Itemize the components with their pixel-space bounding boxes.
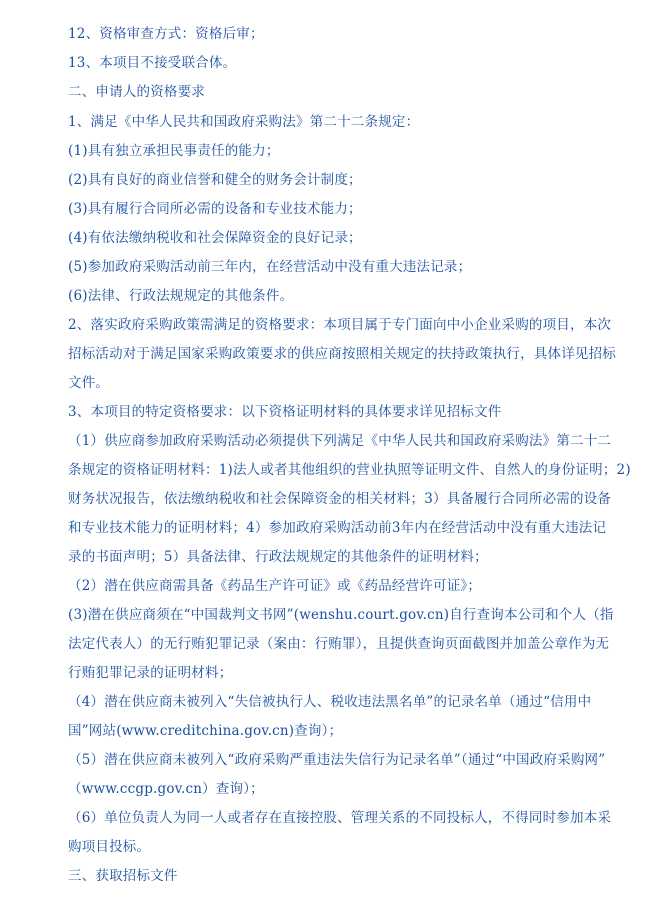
text-line-req6-a: （6）单位负责人为同一人或者存在直接控股、管理关系的不同投标人，不得同时参加本采: [68, 810, 612, 826]
list-item-equipment-capability: (3)具有履行合同所必需的设备和专业技术能力；: [68, 201, 362, 217]
list-item-other-conditions: (6)法律、行政法规规定的其他条件。: [68, 288, 294, 304]
section-heading-qualifications: 二、申请人的资格要求: [68, 84, 205, 100]
text-line-req1-c: 财务状况报告，依法缴纳税收和社会保障资金的相关材料；3）具备履行合同所必需的设备: [68, 491, 612, 507]
text-line-policy-3: 文件。: [68, 375, 110, 391]
text-line-policy-1: 2、落实政府采购政策需满足的资格要求：本项目属于专门面向中小企业采购的项目，本次: [68, 317, 612, 333]
text-line-req1-b: 条规定的资格证明材料：1)法人或者其他组织的营业执照等证明文件、自然人的身份证明；2): [68, 462, 631, 478]
text-line-policy-2: 招标活动对于满足国家采购政策要求的供应商按照相关规定的扶持政策执行，具体详见招标: [68, 346, 616, 362]
text-line-req5-a: （5）潜在供应商未被列入“政府采购严重违法失信行为记录名单”（通过“中国政府采购网”: [68, 752, 606, 768]
section-heading-obtain-documents: 三、获取招标文件: [68, 868, 178, 884]
text-line-req4-a: （4）潜在供应商未被列入“失信被执行人、税收违法黑名单”的记录名单（通过“信用中: [68, 694, 592, 710]
text-line-req1-d: 和专业技术能力的证明材料；4）参加政府采购活动前3年内在经营活动中没有重大违法记: [68, 520, 607, 536]
text-line-law-article-22: 1、满足《中华人民共和国政府采购法》第二十二条规定：: [68, 114, 420, 130]
text-line-req4-b: 国”网站(www.creditchina.gov.cn)查询）；: [68, 723, 343, 739]
text-line-req3-c: 行贿犯罪记录的证明材料；: [68, 665, 233, 681]
text-line-req1-a: （1）供应商参加政府采购活动必须提供下列满足《中华人民共和国政府采购法》第二十二: [68, 433, 612, 449]
text-line-req1-e: 录的书面声明；5）具备法律、行政法规规定的其他条件的证明材料；: [68, 549, 488, 565]
text-line-req2: （2）潜在供应商需具备《药品生产许可证》或《药品经营许可证》；: [68, 578, 482, 594]
text-line-specific-requirements: 3、本项目的特定资格要求：以下资格证明材料的具体要求详见招标文件: [68, 404, 502, 420]
list-item-civil-liability: (1)具有独立承担民事责任的能力；: [68, 143, 280, 159]
text-line-req6-b: 购项目投标。: [68, 839, 151, 855]
text-line-req3-b: 法定代表人）的无行贿犯罪记录（案由：行贿罪），且提供查询页面截图并加盖公章作为无: [68, 636, 610, 652]
list-item-no-violations: (5)参加政府采购活动前三年内，在经营活动中没有重大违法记录；: [68, 259, 472, 275]
list-item-tax-record: (4)有依法缴纳税收和社会保障资金的良好记录；: [68, 230, 362, 246]
text-line-no-consortium: 13、本项目不接受联合体。: [68, 55, 237, 71]
text-line-req3-a: (3)潜在供应商须在“中国裁判文书网”(wenshu.court.gov.cn)自行查询本公司和个人（指: [68, 607, 614, 623]
list-item-credit-accounting: (2)具有良好的商业信誉和健全的财务会计制度；: [68, 172, 362, 188]
text-line-req5-b: （www.ccgp.gov.cn）查询）；: [68, 781, 264, 797]
text-line-review-method: 12、资格审查方式：资格后审；: [68, 26, 264, 42]
